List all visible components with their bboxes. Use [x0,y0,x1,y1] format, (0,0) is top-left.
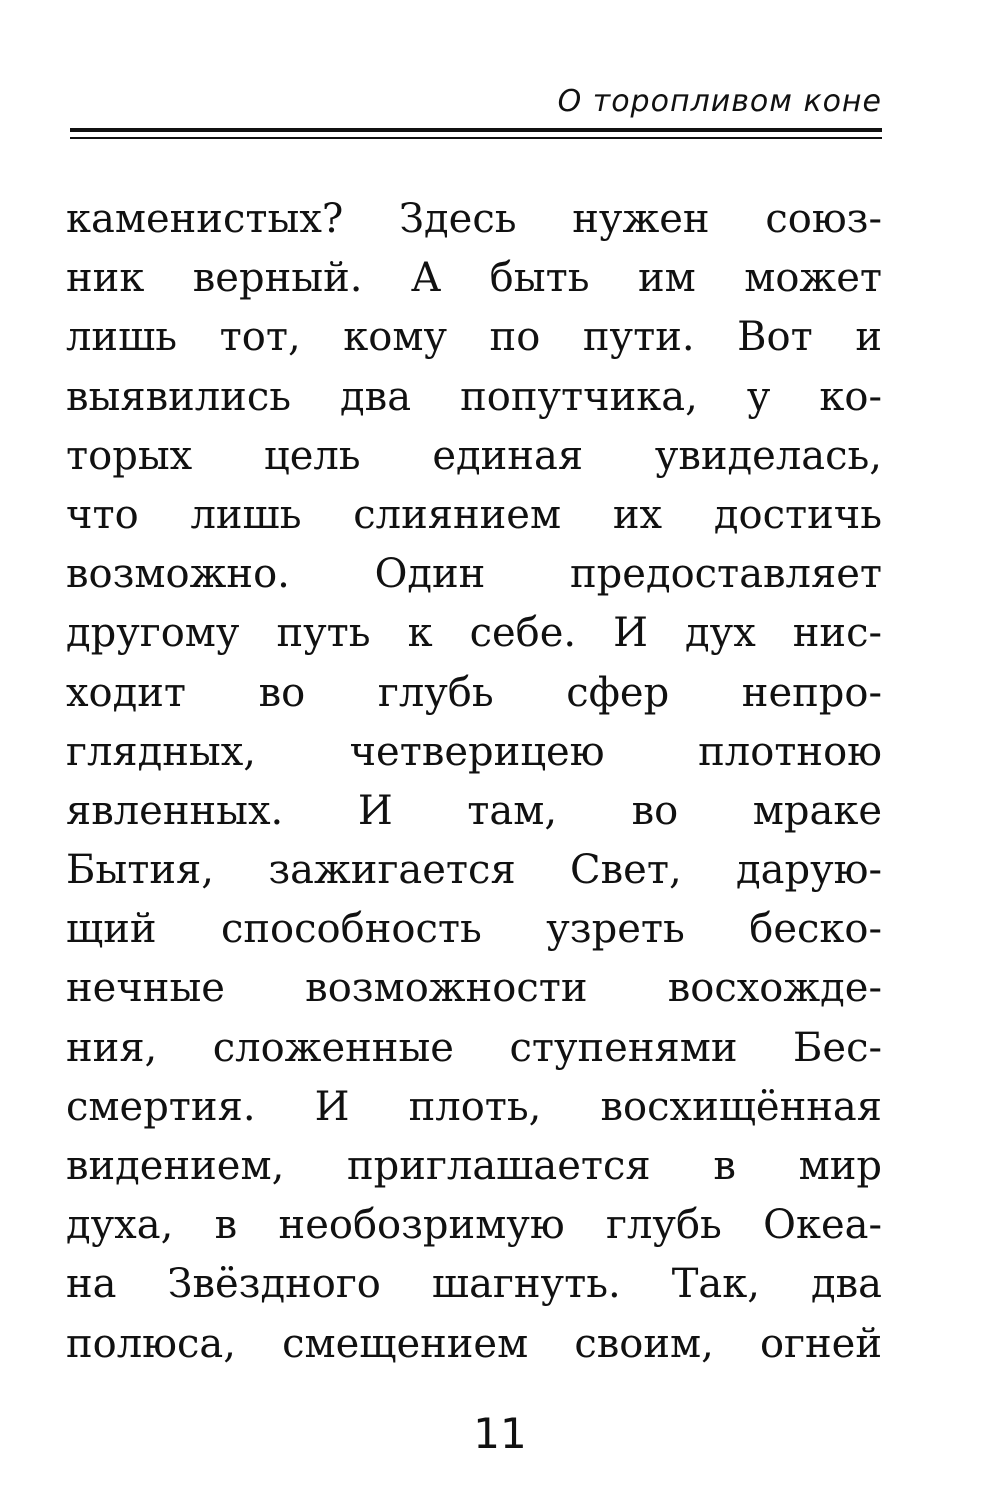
text-line: каменистых? Здесь нужен союз- [66,196,882,242]
text-line: выявились два попутчика, у ко- [66,373,882,420]
text-line: что лишь слиянием их достичь [66,491,882,538]
text-line: духа, в необозримую глубь Океа- [66,1202,882,1249]
text-line: лишь тот, кому по пути. Вот и [66,314,882,361]
text-line: смертия. И плоть, восхищённая [66,1083,882,1130]
text-line: другому путь к себе. И дух нис- [66,610,882,657]
text-line: ния, сложенные ступенями Бес- [66,1024,882,1071]
text-line: явленных. И там, во мраке [66,787,882,834]
text-line: полюса, смещением своим, огней [66,1320,882,1367]
text-line: торых цель единая увиделась, [66,432,882,479]
page-number: 11 [473,1409,527,1458]
running-head: О торопливом коне [557,84,882,119]
header-rule-thin [70,137,882,139]
text-line: нечные возможности восхожде- [66,965,882,1012]
text-line: щий способность узреть беско- [66,906,882,953]
text-line: видением, приглашается в мир [66,1143,882,1189]
text-line: на Звёздного шагнуть. Так, два [66,1261,882,1308]
text-line: ходит во глубь сфер непро- [66,669,882,716]
body-text [66,190,882,1374]
text-line: Бытия, зажигается Свет, дарую- [66,847,882,894]
header-rule-thick [70,128,882,132]
text-line: возможно. Один предоставляет [66,551,882,598]
text-line: глядных, четверицею плотною [66,728,882,775]
text-line: ник верный. А быть им может [66,255,882,302]
